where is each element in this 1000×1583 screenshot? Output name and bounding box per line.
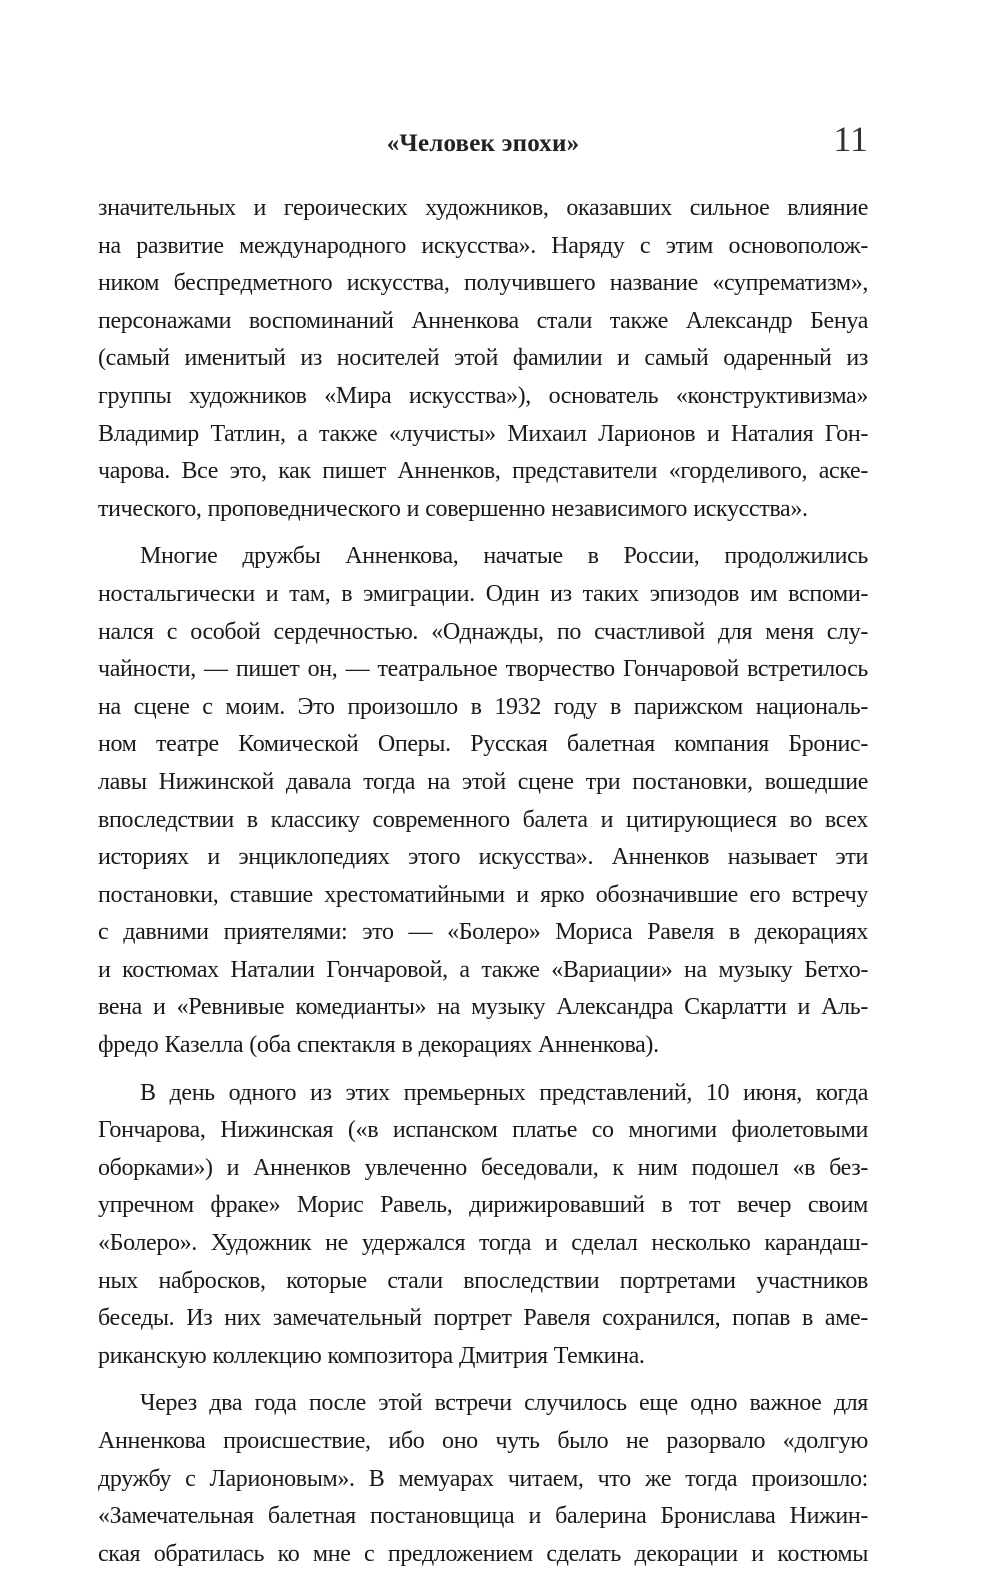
text-line: на сцене с моим. Это произошло в 1932 году в парижском националь- — [98, 693, 868, 720]
text-line: значительных и героических художников, оказавших сильное влияние — [98, 195, 868, 221]
text-line: ном театре Комической Оперы. Русская балетная компания Бронис- — [98, 731, 868, 758]
text-line: Многие дружбы Анненкова, начатые в России, продолжились — [140, 543, 868, 570]
text-line: историях и энциклопедиях этого искусства». Анненков называет эти — [98, 844, 868, 871]
paragraph — [98, 190, 868, 528]
running-head — [98, 118, 868, 168]
text-line: лавы Нижинской давала тогда на этой сцене три постановки, вошедшие — [98, 768, 868, 795]
text-line: нался с особой сердечностью. «Однажды, по счастливой для меня слу- — [98, 618, 868, 645]
text-line: впоследствии в классику современного балета и цитирующиеся во всех — [98, 806, 868, 833]
text-line: ская обратилась ко мне с предложением сделать декорации и костюмы — [98, 1540, 868, 1567]
text-line: группы художников «Мира искусства»), основатель «конструктивизма» — [98, 382, 868, 409]
paragraph — [98, 1385, 868, 1573]
text-line: чарова. Все это, как пишет Анненков, представители «горделивого, аске- — [98, 458, 868, 485]
text-line: с давними приятелями: это — «Болеро» Мориса Равеля в декорациях — [98, 919, 868, 946]
text-line: дружбу с Ларионовым». В мемуарах читаем, что же тогда произошло: — [98, 1465, 868, 1492]
text-line: персонажами воспоминаний Анненкова стали также Александр Бенуа — [98, 307, 868, 334]
text-line: чайности, — пишет он, — театральное творчество Гончаровой встретилось — [98, 656, 868, 683]
text-line: ником беспредметного искусства, получившего название «супрематизм», — [98, 270, 868, 297]
text-line: Через два года после этой встречи случилось еще одно важное для — [140, 1390, 868, 1417]
text-line: и костюмах Наталии Гончаровой, а также «Вариации» на музыку Бетхо- — [98, 956, 868, 983]
text-line: В день одного из этих премьерных представлений, 10 июня, когда — [140, 1079, 868, 1106]
text-line: (самый именитый из носителей этой фамилии и самый одаренный из — [98, 345, 868, 372]
paragraph — [98, 1075, 868, 1376]
text-line: «Болеро». Художник не удержался тогда и сделал несколько карандаш- — [98, 1230, 868, 1257]
text-line: ных набросков, которые стали впоследствии портретами участников — [98, 1267, 868, 1294]
page-number: 11 — [833, 119, 868, 159]
text-line: тического, проповеднического и совершенно независимого искусства». — [98, 495, 808, 522]
text-line: «Замечательная балетная постановщица и балерина Бронислава Нижин- — [98, 1503, 868, 1530]
text-line: беседы. Из них замечательный портрет Равеля сохранился, попав в аме- — [98, 1305, 868, 1332]
text-line: Анненкова происшествие, ибо оно чуть было не разорвало «долгую — [98, 1428, 868, 1454]
text-line: фредо Казелла (оба спектакля в декорациях Анненкова). — [98, 1032, 659, 1059]
text-line: вена и «Ревнивые комедианты» на музыку Александра Скарлатти и Аль- — [98, 994, 868, 1021]
text-line: оборками») и Анненков увлеченно беседовали, к ним подошел «в без- — [98, 1154, 868, 1181]
text-line: Гончарова, Нижинская («в испанском платье со многими фиолетовыми — [98, 1117, 868, 1144]
paragraph — [98, 538, 868, 1064]
running-title: «Человек эпохи» — [386, 130, 580, 157]
text-line: риканскую коллекцию композитора Дмитрия Темкина. — [98, 1342, 645, 1369]
text-line: Владимир Татлин, а также «лучисты» Михаил Ларионов и Наталия Гон- — [98, 420, 868, 447]
text-line: ностальгически и там, в эмиграции. Один из таких эпизодов им вспоми- — [98, 580, 868, 607]
text-line: на развитие международного искусства». Наряду с этим основополож- — [98, 232, 868, 259]
text-line: постановки, ставшие хрестоматийными и ярко обозначившие его встречу — [98, 881, 868, 908]
body-text — [98, 190, 868, 1583]
text-line: упречном фраке» Морис Равель, дирижировавший в тот вечер своим — [98, 1192, 868, 1219]
